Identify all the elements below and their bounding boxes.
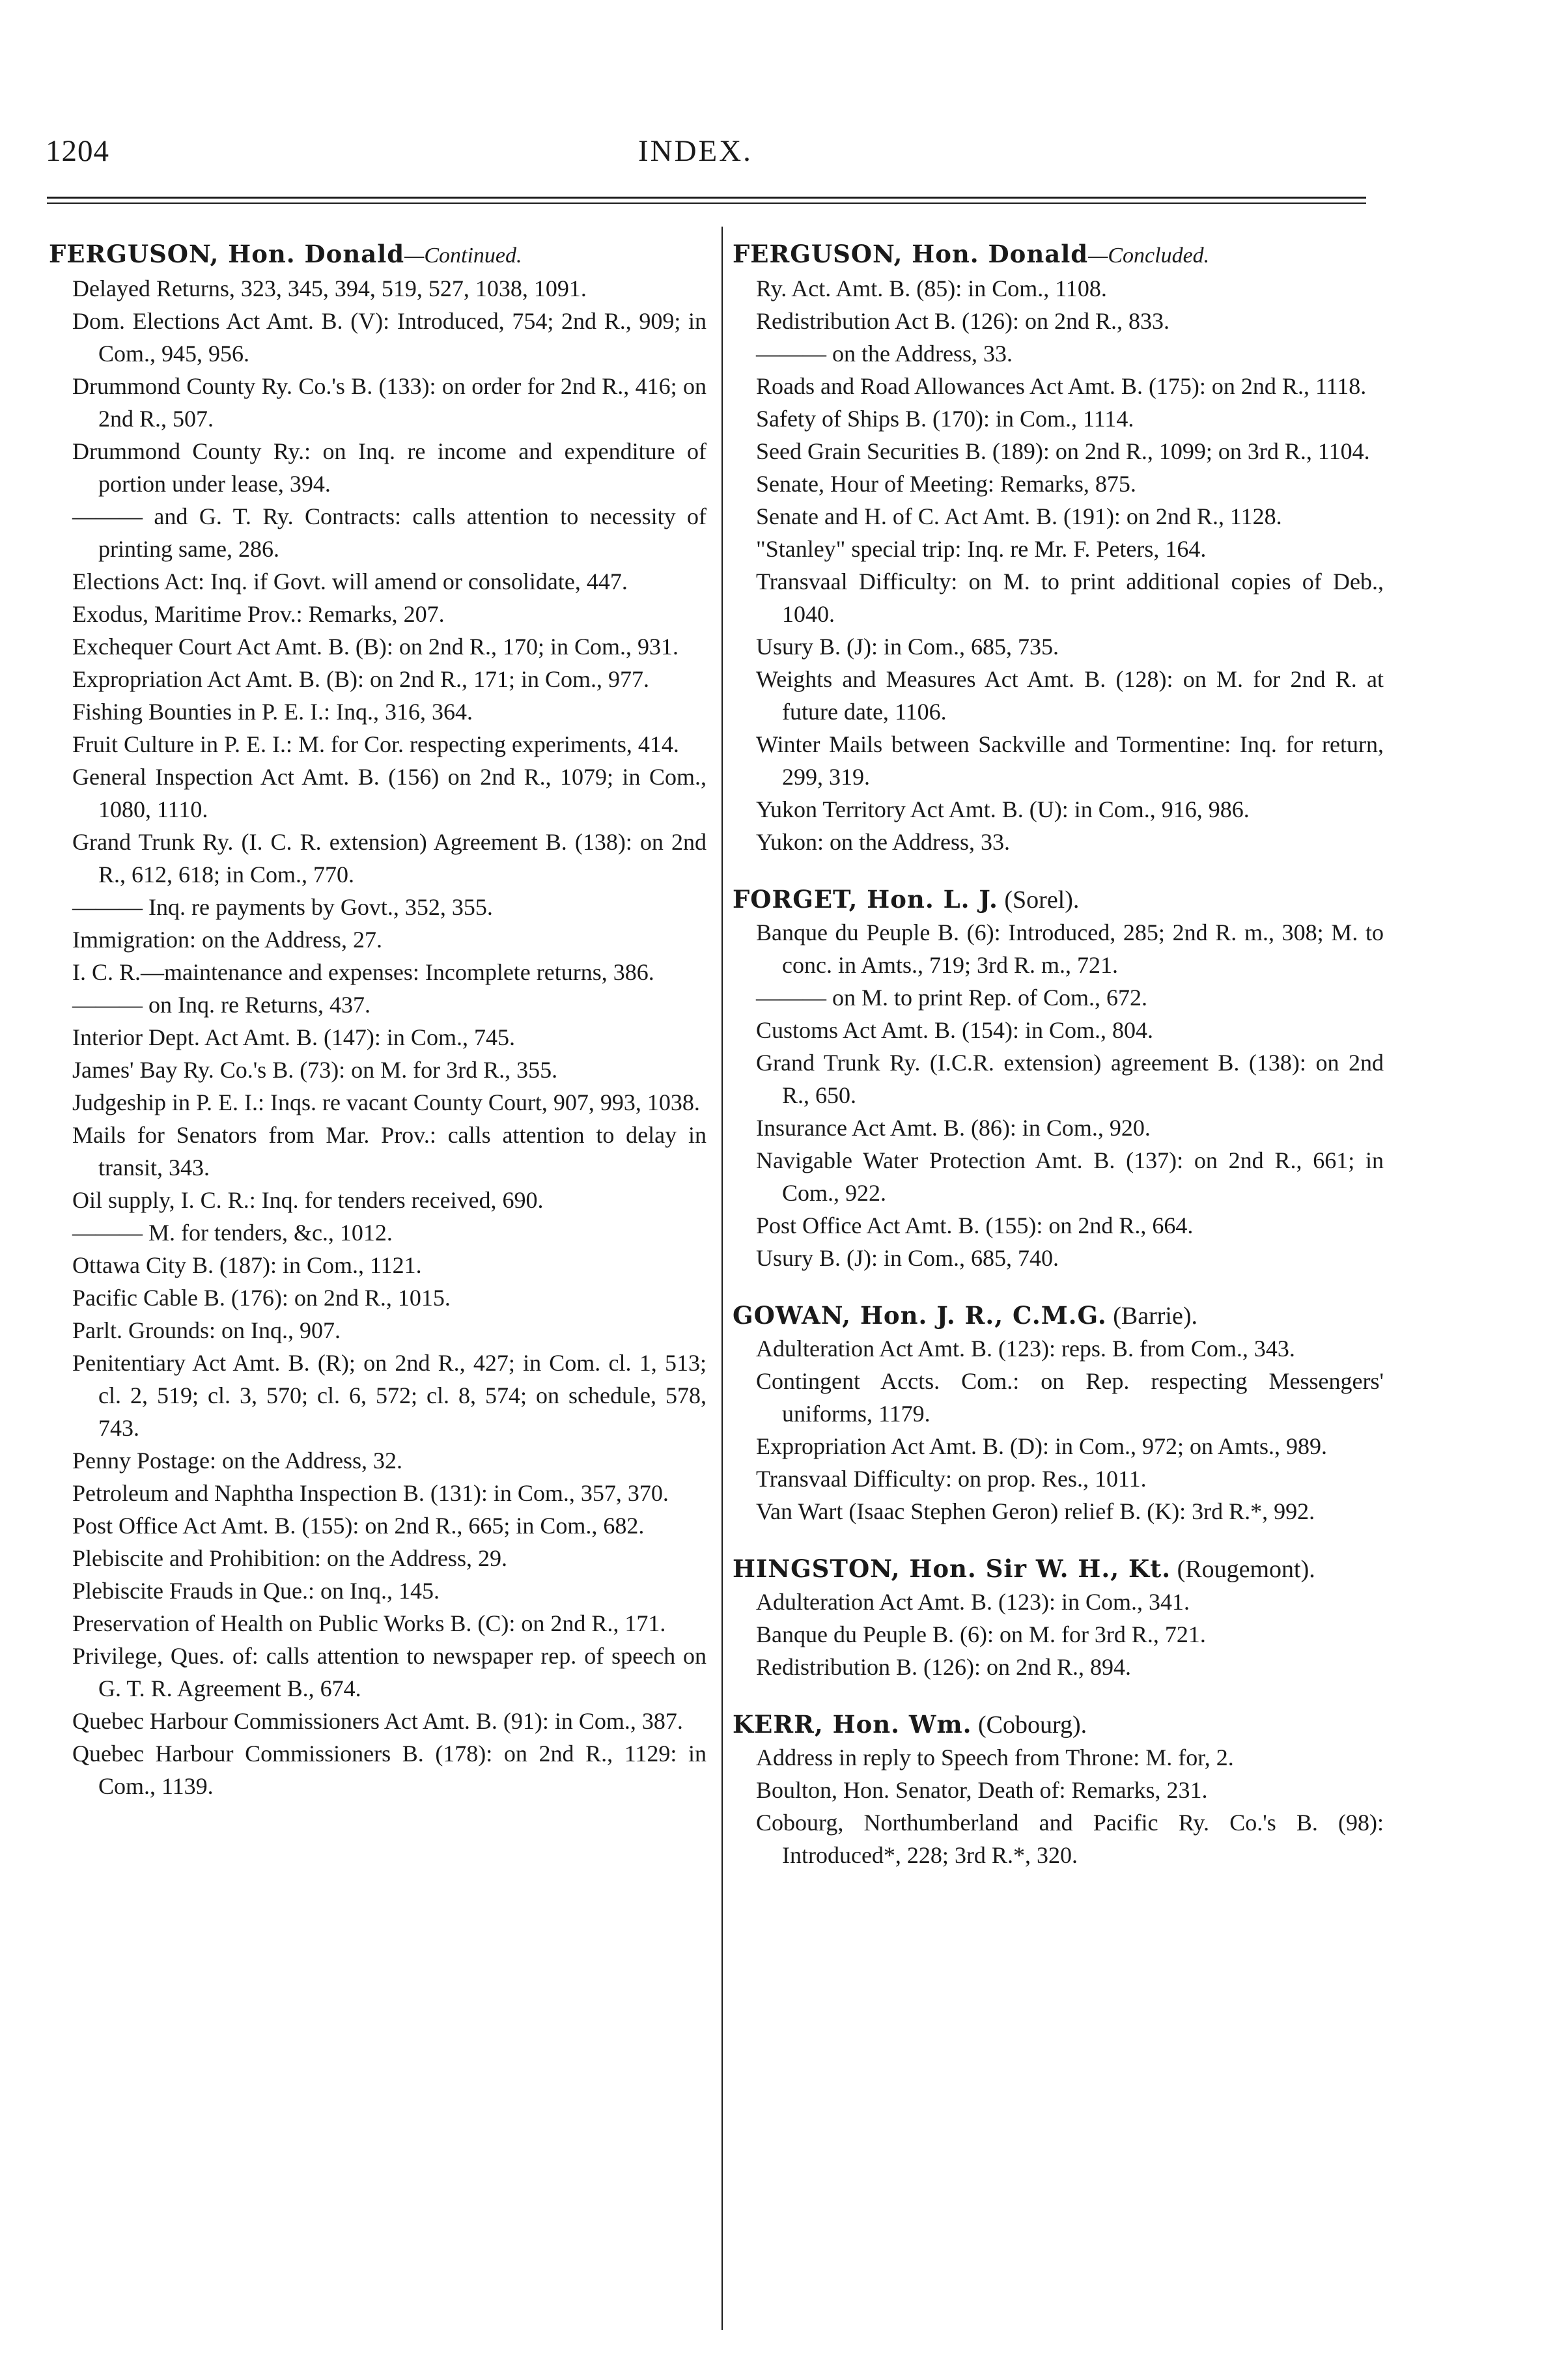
index-entry <box>733 630 1384 663</box>
left-column <box>49 238 707 1802</box>
section-list <box>733 238 1384 1871</box>
entry-text: Quebec Harbour Commissioners B. (178): on 2nd R., 1129: in Com., 1139. <box>72 1741 707 1799</box>
header-rule-bottom <box>47 203 1366 204</box>
index-entry <box>733 435 1384 468</box>
entry-text: Address in reply to Speech from Throne: M. for, 2. <box>756 1744 1234 1770</box>
entry-text: Redistribution Act B. (126): on 2nd R., 833. <box>756 308 1169 334</box>
right-column <box>733 238 1384 1871</box>
entry-text: Insurance Act Amt. B. (86): in Com., 920. <box>756 1115 1151 1141</box>
index-entry <box>49 1737 707 1802</box>
entry-text: Redistribution B. (126): on 2nd R., 894. <box>756 1654 1131 1680</box>
entry-text: Grand Trunk Ry. (I.C.R. extension) agreement B. (138): on 2nd R., 650. <box>756 1050 1384 1108</box>
entry-text: Mails for Senators from Mar. Prov.: calls attention to delay in transit, 343. <box>72 1122 707 1181</box>
entry-text: Penitentiary Act Amt. B. (R); on 2nd R., 427; in Com. cl. 1, 513; cl. 2, 519; cl. 3, 570; cl. 6, 572; cl. 8, 574; on schedule, 578, 743. <box>72 1350 707 1441</box>
entry-text: Plebiscite Frauds in Que.: on Inq., 145. <box>72 1578 440 1604</box>
heading-continuation: —Continued. <box>404 244 522 268</box>
entry-text: Banque du Peuple B. (6): Introduced, 285; 2nd R. m., 308; M. to conc. in Amts., 719; 3rd R. m., 721. <box>756 919 1384 978</box>
index-entry <box>733 1332 1384 1365</box>
entry-text: Post Office Act Amt. B. (155): on 2nd R., 665; in Com., 682. <box>72 1513 645 1539</box>
entry-text: Contingent Accts. Com.: on Rep. respecting Messengers' uniforms, 1179. <box>756 1368 1384 1427</box>
heading-name: FERGUSON, Hon. Donald <box>49 240 405 268</box>
index-entry <box>733 1741 1384 1774</box>
entry-text: Banque du Peuple B. (6): on M. for 3rd R., 721. <box>756 1621 1206 1647</box>
heading-suffix: (Rougemont). <box>1171 1556 1315 1583</box>
entry-text: Yukon Territory Act Amt. B. (U): in Com., 916, 986. <box>756 796 1250 822</box>
entry-text: Senate, Hour of Meeting: Remarks, 875. <box>756 471 1136 497</box>
entry-text: Judgeship in P. E. I.: Inqs. re vacant County Court, 907, 993, 1038. <box>72 1089 700 1115</box>
header-rule-top <box>47 197 1366 199</box>
running-head: INDEX. <box>638 134 753 168</box>
index-entry <box>49 761 707 826</box>
index-entry <box>733 272 1384 305</box>
entry-text: ——— on M. to print Rep. of Com., 672. <box>756 985 1147 1011</box>
index-entry <box>733 1144 1384 1209</box>
entry-text: I. C. R.—maintenance and expenses: Incomplete returns, 386. <box>72 959 654 985</box>
entry-text: Penny Postage: on the Address, 32. <box>72 1448 402 1474</box>
index-entry <box>733 1651 1384 1683</box>
heading-name: GOWAN, Hon. J. R., C.M.G. <box>733 1301 1107 1330</box>
entry-text: Post Office Act Amt. B. (155): on 2nd R., 664. <box>756 1212 1194 1238</box>
entry-text: "Stanley" special trip: Inq. re Mr. F. Peters, 164. <box>756 536 1207 562</box>
entry-text: Delayed Returns, 323, 345, 394, 519, 527, 1038, 1091. <box>72 275 587 301</box>
heading-name: KERR, Hon. Wm. <box>733 1710 972 1739</box>
index-entry <box>733 1014 1384 1046</box>
index-entry <box>49 1347 707 1444</box>
index-entry <box>49 1640 707 1705</box>
index-entry <box>733 305 1384 337</box>
entry-text: Van Wart (Isaac Stephen Geron) relief B. (K): 3rd R.*, 992. <box>756 1498 1315 1524</box>
index-entry <box>49 695 707 728</box>
heading-suffix: (Sorel). <box>998 886 1080 914</box>
index-entry <box>733 916 1384 981</box>
index-entry <box>733 1112 1384 1144</box>
heading-suffix: (Barrie). <box>1106 1302 1197 1330</box>
index-entry <box>733 1365 1384 1430</box>
index-entry <box>733 500 1384 533</box>
index-entry <box>49 1184 707 1216</box>
entry-text: Weights and Measures Act Amt. B. (128): on M. for 2nd R. at future date, 1106. <box>756 666 1384 725</box>
entry-text: Pacific Cable B. (176): on 2nd R., 1015. <box>72 1285 451 1311</box>
entry-text: Dom. Elections Act Amt. B. (V): Introduced, 754; 2nd R., 909; in Com., 945, 956. <box>72 308 707 367</box>
entry-text: Transvaal Difficulty: on M. to print additional copies of Deb., 1040. <box>756 568 1384 627</box>
index-entry <box>733 402 1384 435</box>
index-heading <box>49 238 707 272</box>
index-entry <box>49 598 707 630</box>
index-entry <box>49 500 707 565</box>
entry-text: Adulteration Act Amt. B. (123): reps. B. from Com., 343. <box>756 1336 1295 1362</box>
entry-text: Roads and Road Allowances Act Amt. B. (175): on 2nd R., 1118. <box>756 373 1367 399</box>
entry-text: Boulton, Hon. Senator, Death of: Remarks, 231. <box>756 1777 1208 1803</box>
entry-text: Expropriation Act Amt. B. (D): in Com., 972; on Amts., 989. <box>756 1433 1327 1459</box>
page-number: 1204 <box>46 134 109 168</box>
column-divider <box>721 227 723 2330</box>
index-entry <box>49 1444 707 1477</box>
entry-list <box>49 272 707 1802</box>
index-entry <box>733 565 1384 630</box>
heading-suffix: —Concluded. <box>1088 244 1210 268</box>
index-entry <box>733 981 1384 1014</box>
entry-text: Transvaal Difficulty: on prop. Res., 1011. <box>756 1466 1147 1492</box>
index-entry <box>733 1774 1384 1806</box>
index-entry <box>49 1477 707 1509</box>
index-entry <box>49 1705 707 1737</box>
index-entry <box>733 1209 1384 1242</box>
entry-text: Quebec Harbour Commissioners Act Amt. B. (91): in Com., 387. <box>72 1708 683 1734</box>
page-header <box>46 133 1367 186</box>
index-entry <box>733 1046 1384 1112</box>
entry-text: Exodus, Maritime Prov.: Remarks, 207. <box>72 601 445 627</box>
entry-text: ——— on the Address, 33. <box>756 341 1013 367</box>
index-entry <box>733 1806 1384 1871</box>
index-entry <box>733 826 1384 858</box>
entry-text: Petroleum and Naphtha Inspection B. (131): in Com., 357, 370. <box>72 1480 669 1506</box>
entry-text: Usury B. (J): in Com., 685, 735. <box>756 634 1059 660</box>
entry-text: Safety of Ships B. (170): in Com., 1114. <box>756 406 1134 432</box>
index-entry <box>49 988 707 1021</box>
entry-text: Customs Act Amt. B. (154): in Com., 804. <box>756 1017 1154 1043</box>
index-entry <box>49 1021 707 1054</box>
index-entry <box>49 1054 707 1086</box>
index-entry <box>733 728 1384 793</box>
entry-text: Ottawa City B. (187): in Com., 1121. <box>72 1252 422 1278</box>
entry-text: Drummond County Ry. Co.'s B. (133): on order for 2nd R., 416; on 2nd R., 507. <box>72 373 707 432</box>
entry-text: Interior Dept. Act Amt. B. (147): in Com., 745. <box>72 1024 515 1050</box>
entry-text: Preservation of Health on Public Works B. (C): on 2nd R., 171. <box>72 1610 666 1636</box>
entry-text: Seed Grain Securities B. (189): on 2nd R., 1099; on 3rd R., 1104. <box>756 438 1370 464</box>
entry-text: Yukon: on the Address, 33. <box>756 829 1010 855</box>
index-entry <box>49 305 707 370</box>
entry-text: Fishing Bounties in P. E. I.: Inq., 316, 364. <box>72 699 473 725</box>
entry-text: Immigration: on the Address, 27. <box>72 927 382 953</box>
index-entry <box>49 923 707 956</box>
entry-text: Elections Act: Inq. if Govt. will amend or consolidate, 447. <box>72 568 628 595</box>
index-entry <box>49 630 707 663</box>
index-entry <box>49 663 707 695</box>
entry-text: Ry. Act. Amt. B. (85): in Com., 1108. <box>756 275 1107 301</box>
index-heading <box>733 238 1384 272</box>
entry-text: Grand Trunk Ry. (I. C. R. extension) Agreement B. (138): on 2nd R., 612, 618; in Com., 770. <box>72 829 707 888</box>
entry-text: Winter Mails between Sackville and Tormentine: Inq. for return, 299, 319. <box>756 731 1384 790</box>
heading-name: HINGSTON, Hon. Sir W. H., Kt. <box>733 1554 1171 1583</box>
index-entry <box>49 891 707 923</box>
index-entry <box>733 1618 1384 1651</box>
entry-text: ——— Inq. re payments by Govt., 352, 355. <box>72 894 493 920</box>
entry-text: Senate and H. of C. Act Amt. B. (191): on 2nd R., 1128. <box>756 503 1282 529</box>
entry-text: Privilege, Ques. of: calls attention to newspaper rep. of speech on G. T. R. Agreement B., 674. <box>72 1643 707 1701</box>
entry-text: Exchequer Court Act Amt. B. (B): on 2nd R., 170; in Com., 931. <box>72 634 679 660</box>
index-heading <box>733 1299 1384 1332</box>
entry-text: Cobourg, Northumberland and Pacific Ry. Co.'s B. (98): Introduced*, 228; 3rd R.*, 320. <box>756 1810 1384 1868</box>
index-heading <box>733 1552 1384 1586</box>
entry-text: General Inspection Act Amt. B. (156) on 2nd R., 1079; in Com., 1080, 1110. <box>72 764 707 822</box>
heading-suffix: (Cobourg). <box>972 1711 1087 1739</box>
entry-text: Plebiscite and Prohibition: on the Address, 29. <box>72 1545 507 1571</box>
index-entry <box>49 956 707 988</box>
index-entry <box>733 370 1384 402</box>
index-entry <box>733 533 1384 565</box>
entry-text: Adulteration Act Amt. B. (123): in Com., 341. <box>756 1589 1190 1615</box>
index-entry <box>49 272 707 305</box>
entry-text: Navigable Water Protection Amt. B. (137): on 2nd R., 661; in Com., 922. <box>756 1147 1384 1206</box>
index-entry <box>49 435 707 500</box>
entry-text: Oil supply, I. C. R.: Inq. for tenders received, 690. <box>72 1187 544 1213</box>
index-entry <box>49 1509 707 1542</box>
index-entry <box>49 728 707 761</box>
entry-text: James' Bay Ry. Co.'s B. (73): on M. for 3rd R., 355. <box>72 1057 558 1083</box>
index-entry <box>733 1586 1384 1618</box>
entry-text: ——— and G. T. Ry. Contracts: calls attention to necessity of printing same, 286. <box>72 503 707 562</box>
index-heading <box>733 883 1384 916</box>
entry-text: Fruit Culture in P. E. I.: M. for Cor. respecting experiments, 414. <box>72 731 679 757</box>
index-entry <box>49 1086 707 1119</box>
entry-text: Parlt. Grounds: on Inq., 907. <box>72 1317 341 1343</box>
index-entry <box>733 663 1384 728</box>
index-entry <box>733 1242 1384 1274</box>
index-entry <box>49 1542 707 1574</box>
index-entry <box>733 1495 1384 1528</box>
index-entry <box>49 1607 707 1640</box>
entry-text: ——— M. for tenders, &c., 1012. <box>72 1220 393 1246</box>
index-entry <box>733 1430 1384 1462</box>
heading-name: FORGET, Hon. L. J. <box>733 885 998 914</box>
index-entry <box>733 337 1384 370</box>
index-entry <box>49 1216 707 1249</box>
index-entry <box>49 1574 707 1607</box>
entry-text: Expropriation Act Amt. B. (B): on 2nd R., 171; in Com., 977. <box>72 666 649 692</box>
heading-name: FERGUSON, Hon. Donald <box>733 240 1089 268</box>
index-entry <box>733 1462 1384 1495</box>
index-entry <box>49 1249 707 1281</box>
index-entry <box>733 793 1384 826</box>
entry-text: ——— on Inq. re Returns, 437. <box>72 992 371 1018</box>
index-entry <box>49 1281 707 1314</box>
index-heading <box>733 1708 1384 1741</box>
index-entry <box>49 826 707 891</box>
index-entry <box>733 468 1384 500</box>
index-entry <box>49 1119 707 1184</box>
index-entry <box>49 1314 707 1347</box>
index-entry <box>49 565 707 598</box>
index-entry <box>49 370 707 435</box>
entry-text: Drummond County Ry.: on Inq. re income and expenditure of portion under lease, 394. <box>72 438 707 497</box>
entry-text: Usury B. (J): in Com., 685, 740. <box>756 1245 1059 1271</box>
